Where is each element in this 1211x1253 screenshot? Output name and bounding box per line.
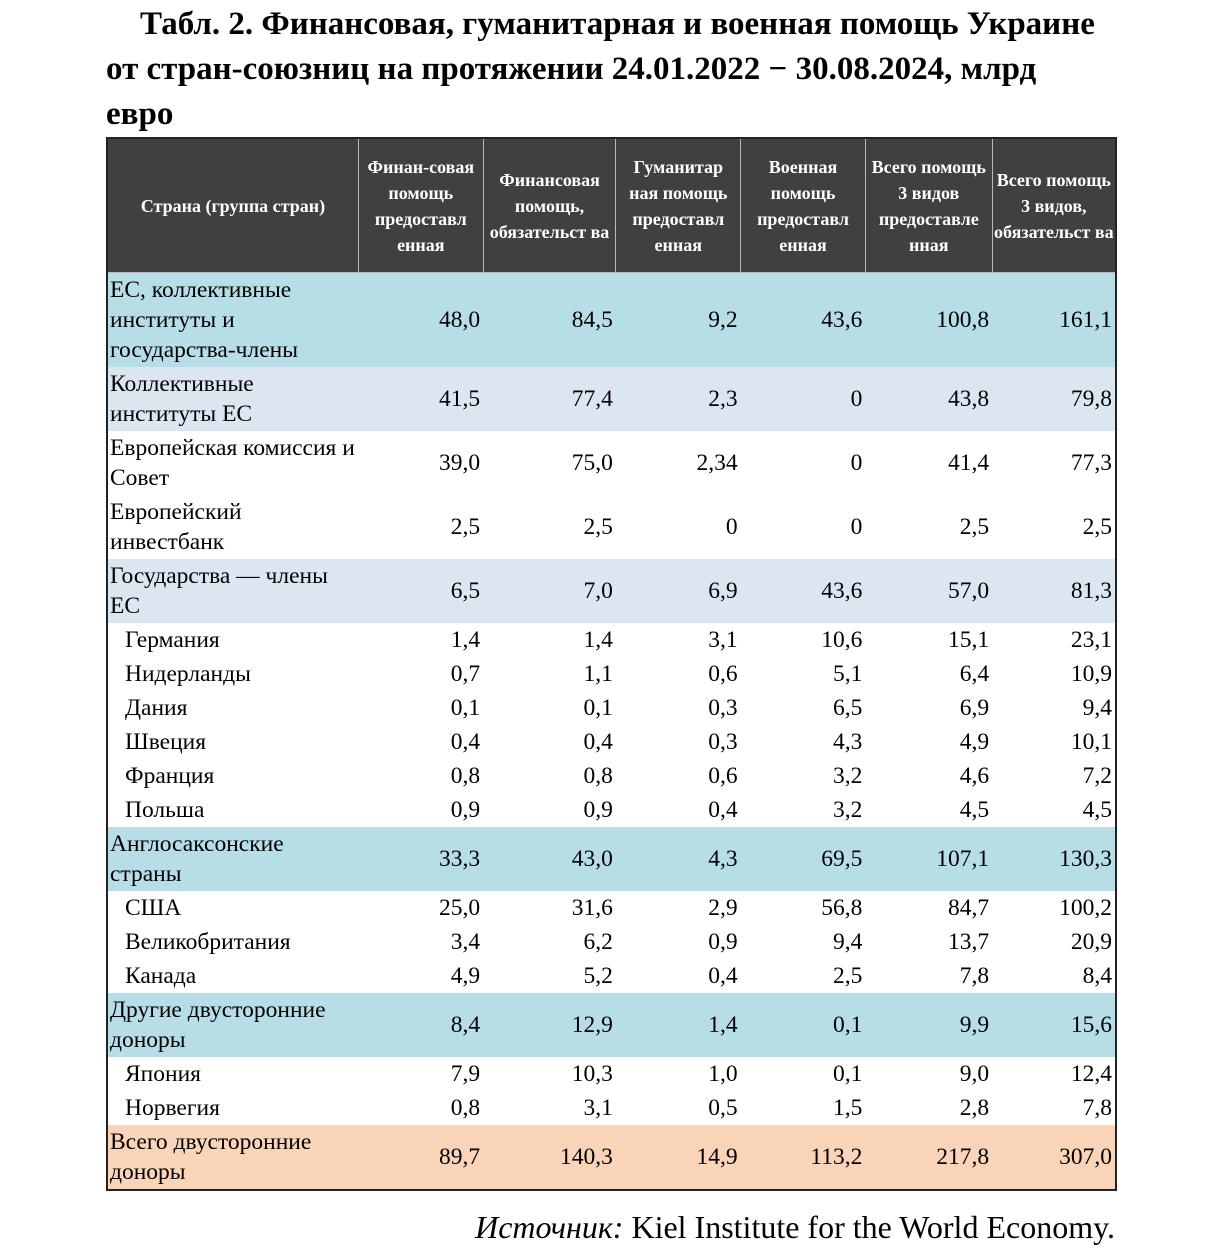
cell-value: 4,5 xyxy=(1082,796,1112,823)
table-row xyxy=(107,367,1116,431)
cell-value: 6,2 xyxy=(583,928,613,955)
cell-value: 13,7 xyxy=(948,928,990,955)
cell-value: 14,9 xyxy=(696,1144,738,1170)
cell-value: 100,8 xyxy=(936,307,990,333)
cell-value: 2,9 xyxy=(708,894,738,921)
cell-value: 9,4 xyxy=(1082,694,1112,721)
cell-value: 48,0 xyxy=(439,307,481,333)
cell-value: 3,2 xyxy=(833,796,863,823)
cell-value: 6,5 xyxy=(833,694,863,721)
row-name: Европейская комиссия и Совет xyxy=(110,435,355,491)
cell-value: 7,9 xyxy=(450,1060,481,1087)
cell-value: 1,5 xyxy=(833,1094,863,1121)
source-text: Kiel Institute for the World Economy. xyxy=(623,1209,1115,1245)
row-name: Нидерланды xyxy=(125,660,251,687)
column-header: Всего помощь 3 видов предоставле нная xyxy=(865,138,992,273)
cell-value: 4,9 xyxy=(450,962,481,989)
cell-value: 7,8 xyxy=(959,962,990,989)
cell-value: 2,5 xyxy=(833,962,863,989)
cell-value: 2,8 xyxy=(959,1094,990,1121)
header-row xyxy=(107,138,1116,273)
table-row xyxy=(107,495,1116,559)
cell-value: 43,6 xyxy=(821,307,863,333)
cell-value: 31,6 xyxy=(571,894,613,921)
row-name: Великобритания xyxy=(125,928,291,955)
cell-value: 5,1 xyxy=(833,660,863,687)
cell-value: 15,6 xyxy=(1070,1012,1112,1038)
cell-value: 2,5 xyxy=(450,514,481,540)
table-row xyxy=(107,759,1116,793)
cell-value: 7,8 xyxy=(1082,1094,1112,1121)
cell-value: 75,0 xyxy=(571,450,613,476)
cell-value: 43,6 xyxy=(821,578,863,604)
row-name: Государства — члены ЕС xyxy=(110,563,328,619)
table-row xyxy=(107,959,1116,993)
cell-value: 0,6 xyxy=(708,660,738,687)
cell-value: 33,3 xyxy=(439,846,481,872)
cell-value: 8,4 xyxy=(1082,962,1112,989)
table-row xyxy=(107,891,1116,925)
cell-value: 0,1 xyxy=(833,1012,863,1038)
cell-value: 0,6 xyxy=(708,762,738,789)
cell-value: 3,2 xyxy=(833,762,863,789)
cell-value: 0 xyxy=(850,450,863,476)
cell-value: 0,4 xyxy=(708,962,738,989)
cell-value: 5,2 xyxy=(583,962,613,989)
cell-value: 56,8 xyxy=(821,894,863,921)
cell-value: 57,0 xyxy=(948,578,990,604)
cell-value: 7,0 xyxy=(583,578,613,604)
table-row xyxy=(107,827,1116,891)
cell-value: 0,4 xyxy=(583,728,613,755)
cell-value: 0 xyxy=(850,386,863,412)
cell-value: 130,3 xyxy=(1059,846,1112,872)
cell-value: 1,4 xyxy=(450,626,481,653)
cell-value: 77,4 xyxy=(571,386,613,412)
cell-value: 8,4 xyxy=(450,1012,481,1038)
cell-value: 4,9 xyxy=(959,728,990,755)
cell-value: 0,8 xyxy=(450,762,481,789)
table-row xyxy=(107,431,1116,495)
cell-value: 84,5 xyxy=(571,307,613,333)
cell-value: 9,9 xyxy=(959,1012,990,1038)
cell-value: 0,8 xyxy=(450,1094,481,1121)
table-row xyxy=(107,623,1116,657)
aid-table xyxy=(106,137,1117,1191)
row-name: Коллективные институты ЕС xyxy=(110,371,254,427)
table-row xyxy=(107,559,1116,623)
cell-value: 6,9 xyxy=(959,694,990,721)
table-row xyxy=(107,1091,1116,1125)
cell-value: 0 xyxy=(850,514,863,540)
cell-value: 0,4 xyxy=(450,728,481,755)
cell-value: 1,4 xyxy=(583,626,613,653)
cell-value: 113,2 xyxy=(810,1144,863,1170)
row-name: Франция xyxy=(125,762,215,789)
cell-value: 4,5 xyxy=(959,796,990,823)
row-name: Германия xyxy=(125,626,220,653)
cell-value: 1,1 xyxy=(583,660,613,687)
cell-value: 77,3 xyxy=(1070,450,1112,476)
cell-value: 307,0 xyxy=(1059,1144,1112,1170)
cell-value: 41,4 xyxy=(948,450,990,476)
cell-value: 0,1 xyxy=(833,1060,863,1087)
cell-value: 6,9 xyxy=(708,578,738,604)
column-header: Военная помощь предоставл енная xyxy=(741,138,866,273)
row-name: Япония xyxy=(125,1060,201,1087)
cell-value: 0,3 xyxy=(708,728,738,755)
row-name: Норвегия xyxy=(125,1094,220,1121)
cell-value: 0,9 xyxy=(583,796,613,823)
cell-value: 69,5 xyxy=(821,846,863,872)
cell-value: 43,8 xyxy=(948,386,990,412)
cell-value: 4,3 xyxy=(708,846,738,872)
row-name: Англосаксонские страны xyxy=(110,831,284,887)
cell-value: 2,5 xyxy=(959,514,990,540)
cell-value: 23,1 xyxy=(1070,626,1112,653)
cell-value: 2,5 xyxy=(583,514,613,540)
cell-value: 3,1 xyxy=(583,1094,613,1121)
cell-value: 3,4 xyxy=(450,928,481,955)
cell-value: 1,4 xyxy=(708,1012,738,1038)
row-name: Всего двусторонние доноры xyxy=(110,1129,312,1185)
cell-value: 41,5 xyxy=(439,386,481,412)
table-row xyxy=(107,925,1116,959)
cell-value: 25,0 xyxy=(439,894,481,921)
cell-value: 20,9 xyxy=(1070,928,1112,955)
table-title: Табл. 2. Финансовая, гуманитарная и военная помощь Украине от стран-союзниц на протяжении 24.01.2022 − 30.08.2024, млрд евро xyxy=(106,6,1095,132)
cell-value: 10,6 xyxy=(821,626,863,653)
cell-value: 39,0 xyxy=(439,450,481,476)
source-note xyxy=(475,1209,1115,1246)
row-name: Дания xyxy=(125,694,188,721)
cell-value: 161,1 xyxy=(1059,307,1112,333)
cell-value: 9,2 xyxy=(708,307,738,333)
cell-value: 6,5 xyxy=(450,578,481,604)
cell-value: 0,1 xyxy=(583,694,613,721)
cell-value: 1,0 xyxy=(708,1060,738,1087)
cell-value: 107,1 xyxy=(936,846,990,872)
table-row xyxy=(107,793,1116,827)
cell-value: 89,7 xyxy=(439,1144,481,1170)
cell-value: 0,4 xyxy=(708,796,738,823)
cell-value: 15,1 xyxy=(948,626,990,653)
row-name: Европейский инвестбанк xyxy=(110,499,242,555)
cell-value: 140,3 xyxy=(560,1144,613,1170)
row-name: Другие двусторонние доноры xyxy=(110,997,326,1053)
table-row xyxy=(107,691,1116,725)
row-name: Польша xyxy=(125,796,205,823)
row-name: Канада xyxy=(125,962,197,989)
cell-value: 2,34 xyxy=(696,450,738,476)
column-header: Финан-совая помощь предоставл енная xyxy=(358,138,483,273)
table-row xyxy=(107,657,1116,691)
source-label: Источник: xyxy=(475,1209,624,1245)
cell-value: 6,4 xyxy=(959,660,990,687)
cell-value: 10,9 xyxy=(1070,660,1112,687)
cell-value: 0 xyxy=(725,514,738,540)
cell-value: 100,2 xyxy=(1059,894,1112,921)
cell-value: 0,9 xyxy=(450,796,481,823)
cell-value: 10,3 xyxy=(571,1060,613,1087)
cell-value: 0,1 xyxy=(450,694,481,721)
column-header: Всего помощь 3 видов, обязательст ва xyxy=(992,138,1116,273)
column-header: Финансовая помощь, обязательст ва xyxy=(483,138,616,273)
cell-value: 3,1 xyxy=(708,626,738,653)
cell-value: 7,2 xyxy=(1082,762,1112,789)
table-row xyxy=(107,273,1116,368)
cell-value: 0,8 xyxy=(583,762,613,789)
cell-value: 10,1 xyxy=(1070,728,1112,755)
cell-value: 43,0 xyxy=(571,846,613,872)
cell-value: 12,9 xyxy=(571,1012,613,1038)
table-row xyxy=(107,1057,1116,1091)
cell-value: 84,7 xyxy=(948,894,990,921)
cell-value: 0,3 xyxy=(708,694,738,721)
cell-value: 9,0 xyxy=(959,1060,990,1087)
cell-value: 79,8 xyxy=(1070,386,1112,412)
cell-value: 9,4 xyxy=(833,928,863,955)
cell-value: 0,9 xyxy=(708,928,738,955)
table-row xyxy=(107,725,1116,759)
column-header: Гуманитар ная помощь предоставл енная xyxy=(616,138,741,273)
row-name: США xyxy=(125,894,182,921)
cell-value: 0,5 xyxy=(708,1094,738,1121)
cell-value: 4,3 xyxy=(833,728,863,755)
table-row xyxy=(107,993,1116,1057)
cell-value: 4,6 xyxy=(959,762,990,789)
table-row xyxy=(107,1125,1116,1190)
row-name: ЕС, коллективные институты и государства-члены xyxy=(110,277,298,363)
cell-value: 0,7 xyxy=(450,660,481,687)
cell-value: 217,8 xyxy=(936,1144,990,1170)
column-header: Страна (группа стран) xyxy=(107,138,358,273)
cell-value: 2,5 xyxy=(1082,514,1112,540)
cell-value: 2,3 xyxy=(708,386,738,412)
cell-value: 12,4 xyxy=(1070,1060,1112,1087)
cell-value: 81,3 xyxy=(1070,578,1112,604)
row-name: Швеция xyxy=(125,728,207,755)
